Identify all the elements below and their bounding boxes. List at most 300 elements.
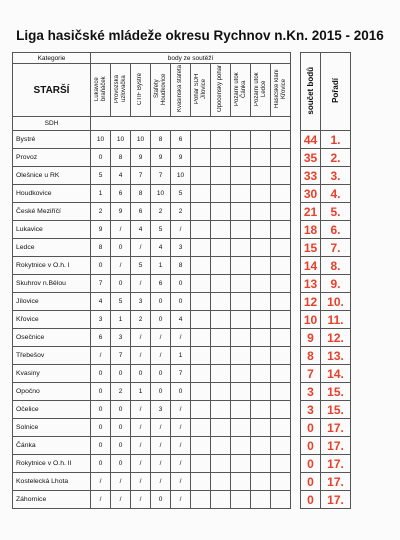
rank: 1. [321, 131, 351, 149]
points-cell: 10 [111, 131, 131, 149]
spacer [291, 311, 301, 329]
total-points: 33 [301, 167, 321, 185]
total-points: 3 [301, 401, 321, 419]
competition-header: Požární útok Ledce [251, 64, 271, 117]
points-cell: 0 [111, 239, 131, 257]
points-cell: 0 [111, 275, 131, 293]
body-ze-souteze-label: body ze soutěží [91, 53, 291, 64]
spacer [291, 275, 301, 293]
points-cell: / [171, 401, 191, 419]
points-cell [211, 131, 231, 149]
points-cell [251, 455, 271, 473]
points-cell: 0 [91, 383, 111, 401]
spacer [291, 167, 301, 185]
points-cell: / [171, 221, 191, 239]
spacer [291, 293, 301, 311]
table-row [13, 383, 351, 401]
points-cell [191, 167, 211, 185]
points-cell [191, 419, 211, 437]
points-cell: 5 [171, 185, 191, 203]
points-cell [251, 203, 271, 221]
points-cell [231, 221, 251, 239]
points-cell: / [151, 473, 171, 491]
rank: 15. [321, 401, 351, 419]
points-cell [271, 239, 291, 257]
points-cell [211, 167, 231, 185]
points-cell: 3 [171, 239, 191, 257]
total-points: 15 [301, 239, 321, 257]
points-cell: 4 [111, 167, 131, 185]
points-cell: 2 [151, 203, 171, 221]
spacer [291, 365, 301, 383]
header-blank [91, 117, 291, 131]
points-cell [271, 257, 291, 275]
competition-header: Provozská uzlovačka [111, 64, 131, 117]
points-cell: 5 [131, 257, 151, 275]
competition-header: Štafety Houdkovice [151, 64, 171, 117]
points-cell: 9 [131, 149, 151, 167]
points-cell: / [131, 419, 151, 437]
results-table [12, 52, 351, 509]
points-cell: 10 [151, 185, 171, 203]
points-cell [191, 221, 211, 239]
rank: 10. [321, 293, 351, 311]
points-cell [191, 383, 211, 401]
points-cell [211, 383, 231, 401]
points-cell [191, 347, 211, 365]
points-cell [191, 311, 211, 329]
points-cell [231, 437, 251, 455]
points-cell: / [151, 347, 171, 365]
points-cell: / [171, 491, 191, 509]
points-cell: 9 [91, 221, 111, 239]
points-cell [211, 329, 231, 347]
points-cell: / [131, 347, 151, 365]
total-points: 12 [301, 293, 321, 311]
competition-header: Požární útok Čánka [231, 64, 251, 117]
points-cell: / [131, 455, 151, 473]
points-cell: / [111, 491, 131, 509]
points-cell: / [131, 329, 151, 347]
points-cell [211, 401, 231, 419]
points-cell [211, 221, 231, 239]
points-cell [231, 167, 251, 185]
points-cell [271, 401, 291, 419]
spacer [291, 239, 301, 257]
team-name: Záhornice [13, 491, 91, 509]
points-cell: 7 [151, 167, 171, 185]
page-title: Liga hasičské mládeže okresu Rychnov n.Kn. 2015 - 2016 [16, 28, 384, 43]
points-cell [211, 275, 231, 293]
points-cell [231, 455, 251, 473]
table-row [13, 185, 351, 203]
points-cell: 7 [111, 347, 131, 365]
team-name: Čánka [13, 437, 91, 455]
table-row [13, 275, 351, 293]
points-cell [231, 293, 251, 311]
spacer [291, 257, 301, 275]
table-row [13, 311, 351, 329]
points-cell: / [151, 455, 171, 473]
table-row [13, 347, 351, 365]
points-cell [271, 293, 291, 311]
points-cell [211, 203, 231, 221]
table-row [13, 131, 351, 149]
table-row [13, 365, 351, 383]
points-cell: 0 [151, 293, 171, 311]
rank: 17. [321, 473, 351, 491]
points-cell [231, 473, 251, 491]
table-row [13, 329, 351, 347]
points-cell: / [131, 239, 151, 257]
points-cell [211, 365, 231, 383]
points-cell: / [91, 347, 111, 365]
points-cell: / [151, 437, 171, 455]
rank: 11. [321, 311, 351, 329]
points-cell [191, 365, 211, 383]
points-cell: 2 [91, 203, 111, 221]
points-cell: 0 [171, 383, 191, 401]
points-cell [231, 257, 251, 275]
points-cell [211, 149, 231, 167]
points-cell [231, 365, 251, 383]
team-name: Opočno [13, 383, 91, 401]
rank: 8. [321, 257, 351, 275]
points-cell [231, 185, 251, 203]
team-name: České Meziříčí [13, 203, 91, 221]
spacer [291, 53, 301, 131]
points-cell [251, 257, 271, 275]
points-cell: 9 [111, 203, 131, 221]
points-cell: 1 [91, 185, 111, 203]
points-cell: / [171, 473, 191, 491]
points-cell: 5 [151, 221, 171, 239]
points-cell [191, 131, 211, 149]
team-name: Křovice [13, 311, 91, 329]
points-cell [271, 311, 291, 329]
points-cell [271, 347, 291, 365]
points-cell: 7 [91, 275, 111, 293]
points-cell [271, 383, 291, 401]
team-name: Bystré [13, 131, 91, 149]
competition-header: Kvasinská štafeta [171, 64, 191, 117]
points-cell: 6 [111, 185, 131, 203]
total-points: 0 [301, 437, 321, 455]
team-name: Kostelecká Lhota [13, 473, 91, 491]
points-cell [191, 239, 211, 257]
spacer [291, 437, 301, 455]
category-name: STARŠÍ [13, 64, 91, 117]
table-row [13, 491, 351, 509]
points-cell [251, 347, 271, 365]
team-name: Lukavice [13, 221, 91, 239]
team-name: Olešnice u RK [13, 167, 91, 185]
team-name: Solnice [13, 419, 91, 437]
table-row [13, 293, 351, 311]
points-cell: 0 [171, 275, 191, 293]
points-cell: 4 [151, 239, 171, 257]
points-cell: 8 [91, 239, 111, 257]
points-cell: 8 [131, 185, 151, 203]
spacer [291, 455, 301, 473]
points-cell [271, 185, 291, 203]
points-cell [231, 131, 251, 149]
points-cell: 6 [131, 203, 151, 221]
points-cell: 0 [111, 455, 131, 473]
points-cell: / [131, 437, 151, 455]
points-cell: / [111, 221, 131, 239]
rank: 3. [321, 167, 351, 185]
points-cell [231, 401, 251, 419]
points-cell [251, 473, 271, 491]
points-cell [231, 347, 251, 365]
spacer [291, 491, 301, 509]
points-cell: 0 [111, 401, 131, 419]
rank: 14. [321, 365, 351, 383]
team-name: Třebešov [13, 347, 91, 365]
table-row [13, 239, 351, 257]
points-cell: 8 [111, 149, 131, 167]
table-row [13, 455, 351, 473]
team-name: Rokytnice v O.h. I [13, 257, 91, 275]
spacer [291, 131, 301, 149]
sdh-label: SDH [13, 117, 91, 131]
points-cell: / [171, 437, 191, 455]
points-cell [231, 203, 251, 221]
rank: 5. [321, 203, 351, 221]
points-cell [271, 419, 291, 437]
points-cell: 3 [151, 401, 171, 419]
points-cell: 0 [91, 401, 111, 419]
poradi-header: Pořadí [321, 53, 351, 131]
points-cell [211, 491, 231, 509]
points-cell [211, 185, 231, 203]
points-cell: 0 [151, 491, 171, 509]
points-cell: 0 [151, 383, 171, 401]
rank: 7. [321, 239, 351, 257]
table-row [13, 203, 351, 221]
points-cell: / [91, 473, 111, 491]
points-cell [191, 437, 211, 455]
team-name: Skuhrov n.Bělou [13, 275, 91, 293]
points-cell: 9 [171, 149, 191, 167]
team-name: Očelice [13, 401, 91, 419]
spacer [291, 347, 301, 365]
points-cell [251, 311, 271, 329]
total-points: 30 [301, 185, 321, 203]
points-cell: 2 [131, 311, 151, 329]
points-cell: 4 [171, 311, 191, 329]
points-cell: 8 [151, 131, 171, 149]
table-row [13, 401, 351, 419]
points-cell: 0 [111, 437, 131, 455]
points-cell [271, 365, 291, 383]
points-cell [251, 185, 271, 203]
points-cell [231, 311, 251, 329]
points-cell [251, 383, 271, 401]
total-points: 18 [301, 221, 321, 239]
points-cell [271, 221, 291, 239]
points-cell [271, 167, 291, 185]
points-cell [191, 491, 211, 509]
points-cell: 3 [91, 311, 111, 329]
points-cell [191, 185, 211, 203]
points-cell: 3 [111, 329, 131, 347]
points-cell: 9 [151, 149, 171, 167]
rank: 9. [321, 275, 351, 293]
points-cell: 0 [111, 419, 131, 437]
points-cell: 0 [111, 365, 131, 383]
points-cell: / [91, 491, 111, 509]
points-cell [251, 419, 271, 437]
competition-header: Lukavice braňáček [91, 64, 111, 117]
points-cell [191, 401, 211, 419]
points-cell: / [151, 419, 171, 437]
total-points: 13 [301, 275, 321, 293]
points-cell [251, 149, 271, 167]
rank: 13. [321, 347, 351, 365]
competition-header: Opočenský pohár [211, 64, 231, 117]
rank: 17. [321, 491, 351, 509]
points-cell [251, 275, 271, 293]
spacer [291, 329, 301, 347]
points-cell: 10 [91, 131, 111, 149]
points-cell: 0 [91, 257, 111, 275]
points-cell: / [131, 491, 151, 509]
points-cell [211, 239, 231, 257]
spacer [291, 473, 301, 491]
points-cell: 2 [111, 383, 131, 401]
points-cell [231, 419, 251, 437]
points-cell [191, 329, 211, 347]
points-cell: / [171, 455, 191, 473]
spacer [291, 185, 301, 203]
points-cell: 0 [131, 365, 151, 383]
total-points: 44 [301, 131, 321, 149]
points-cell: 1 [151, 257, 171, 275]
points-cell: 4 [91, 293, 111, 311]
total-points: 21 [301, 203, 321, 221]
points-cell [191, 257, 211, 275]
points-cell [211, 347, 231, 365]
points-cell [271, 437, 291, 455]
points-cell: 7 [171, 365, 191, 383]
rank: 6. [321, 221, 351, 239]
points-cell [271, 455, 291, 473]
points-cell: / [151, 329, 171, 347]
points-cell [271, 329, 291, 347]
spacer [291, 383, 301, 401]
rank: 15. [321, 383, 351, 401]
total-points: 8 [301, 347, 321, 365]
total-points: 10 [301, 311, 321, 329]
kategorie-label: Kategorie [13, 53, 91, 64]
points-cell: 1 [111, 311, 131, 329]
rank: 4. [321, 185, 351, 203]
spacer [291, 221, 301, 239]
points-cell [231, 275, 251, 293]
competition-header: Hasičské klání Křovice [271, 64, 291, 117]
points-cell: 5 [111, 293, 131, 311]
points-cell [271, 131, 291, 149]
points-cell [251, 491, 271, 509]
points-cell [211, 293, 231, 311]
points-cell [231, 491, 251, 509]
points-cell: / [111, 257, 131, 275]
points-cell [271, 203, 291, 221]
points-cell [251, 329, 271, 347]
total-points: 9 [301, 329, 321, 347]
soucet-header: součet bodů [301, 53, 321, 131]
points-cell [251, 401, 271, 419]
total-points: 0 [301, 455, 321, 473]
points-cell: / [111, 473, 131, 491]
points-cell: 10 [131, 131, 151, 149]
table-row [13, 419, 351, 437]
points-cell: 7 [131, 167, 151, 185]
points-cell [251, 239, 271, 257]
points-cell [251, 221, 271, 239]
rank: 17. [321, 437, 351, 455]
points-cell [251, 131, 271, 149]
total-points: 3 [301, 383, 321, 401]
team-name: Kvasiny [13, 365, 91, 383]
points-cell [271, 473, 291, 491]
table-row [13, 221, 351, 239]
points-cell: 6 [91, 329, 111, 347]
team-name: Jílovice [13, 293, 91, 311]
points-cell [211, 455, 231, 473]
table-row [13, 257, 351, 275]
points-cell: 0 [91, 365, 111, 383]
total-points: 0 [301, 419, 321, 437]
total-points: 0 [301, 473, 321, 491]
points-cell [271, 491, 291, 509]
team-name: Rokytnice v O.h. II [13, 455, 91, 473]
points-cell [231, 329, 251, 347]
points-cell [191, 203, 211, 221]
points-cell: / [171, 329, 191, 347]
rank: 17. [321, 419, 351, 437]
table-row [13, 167, 351, 185]
points-cell: 4 [131, 221, 151, 239]
rank: 2. [321, 149, 351, 167]
points-cell [211, 311, 231, 329]
points-cell: / [171, 419, 191, 437]
points-cell [191, 293, 211, 311]
points-cell [251, 437, 271, 455]
points-cell [211, 257, 231, 275]
points-cell [211, 437, 231, 455]
points-cell [231, 149, 251, 167]
points-cell: 1 [131, 383, 151, 401]
points-cell [191, 473, 211, 491]
total-points: 35 [301, 149, 321, 167]
points-cell [271, 149, 291, 167]
points-cell: 10 [171, 167, 191, 185]
points-cell: 0 [91, 437, 111, 455]
rank: 17. [321, 455, 351, 473]
points-cell: 2 [171, 203, 191, 221]
points-cell: 0 [171, 293, 191, 311]
points-cell: 0 [91, 455, 111, 473]
points-cell: / [131, 401, 151, 419]
points-cell: 6 [171, 131, 191, 149]
points-cell: 6 [151, 275, 171, 293]
competition-header: Pohár SDH Jílovice [191, 64, 211, 117]
table-row [13, 437, 351, 455]
team-name: Houdkovice [13, 185, 91, 203]
